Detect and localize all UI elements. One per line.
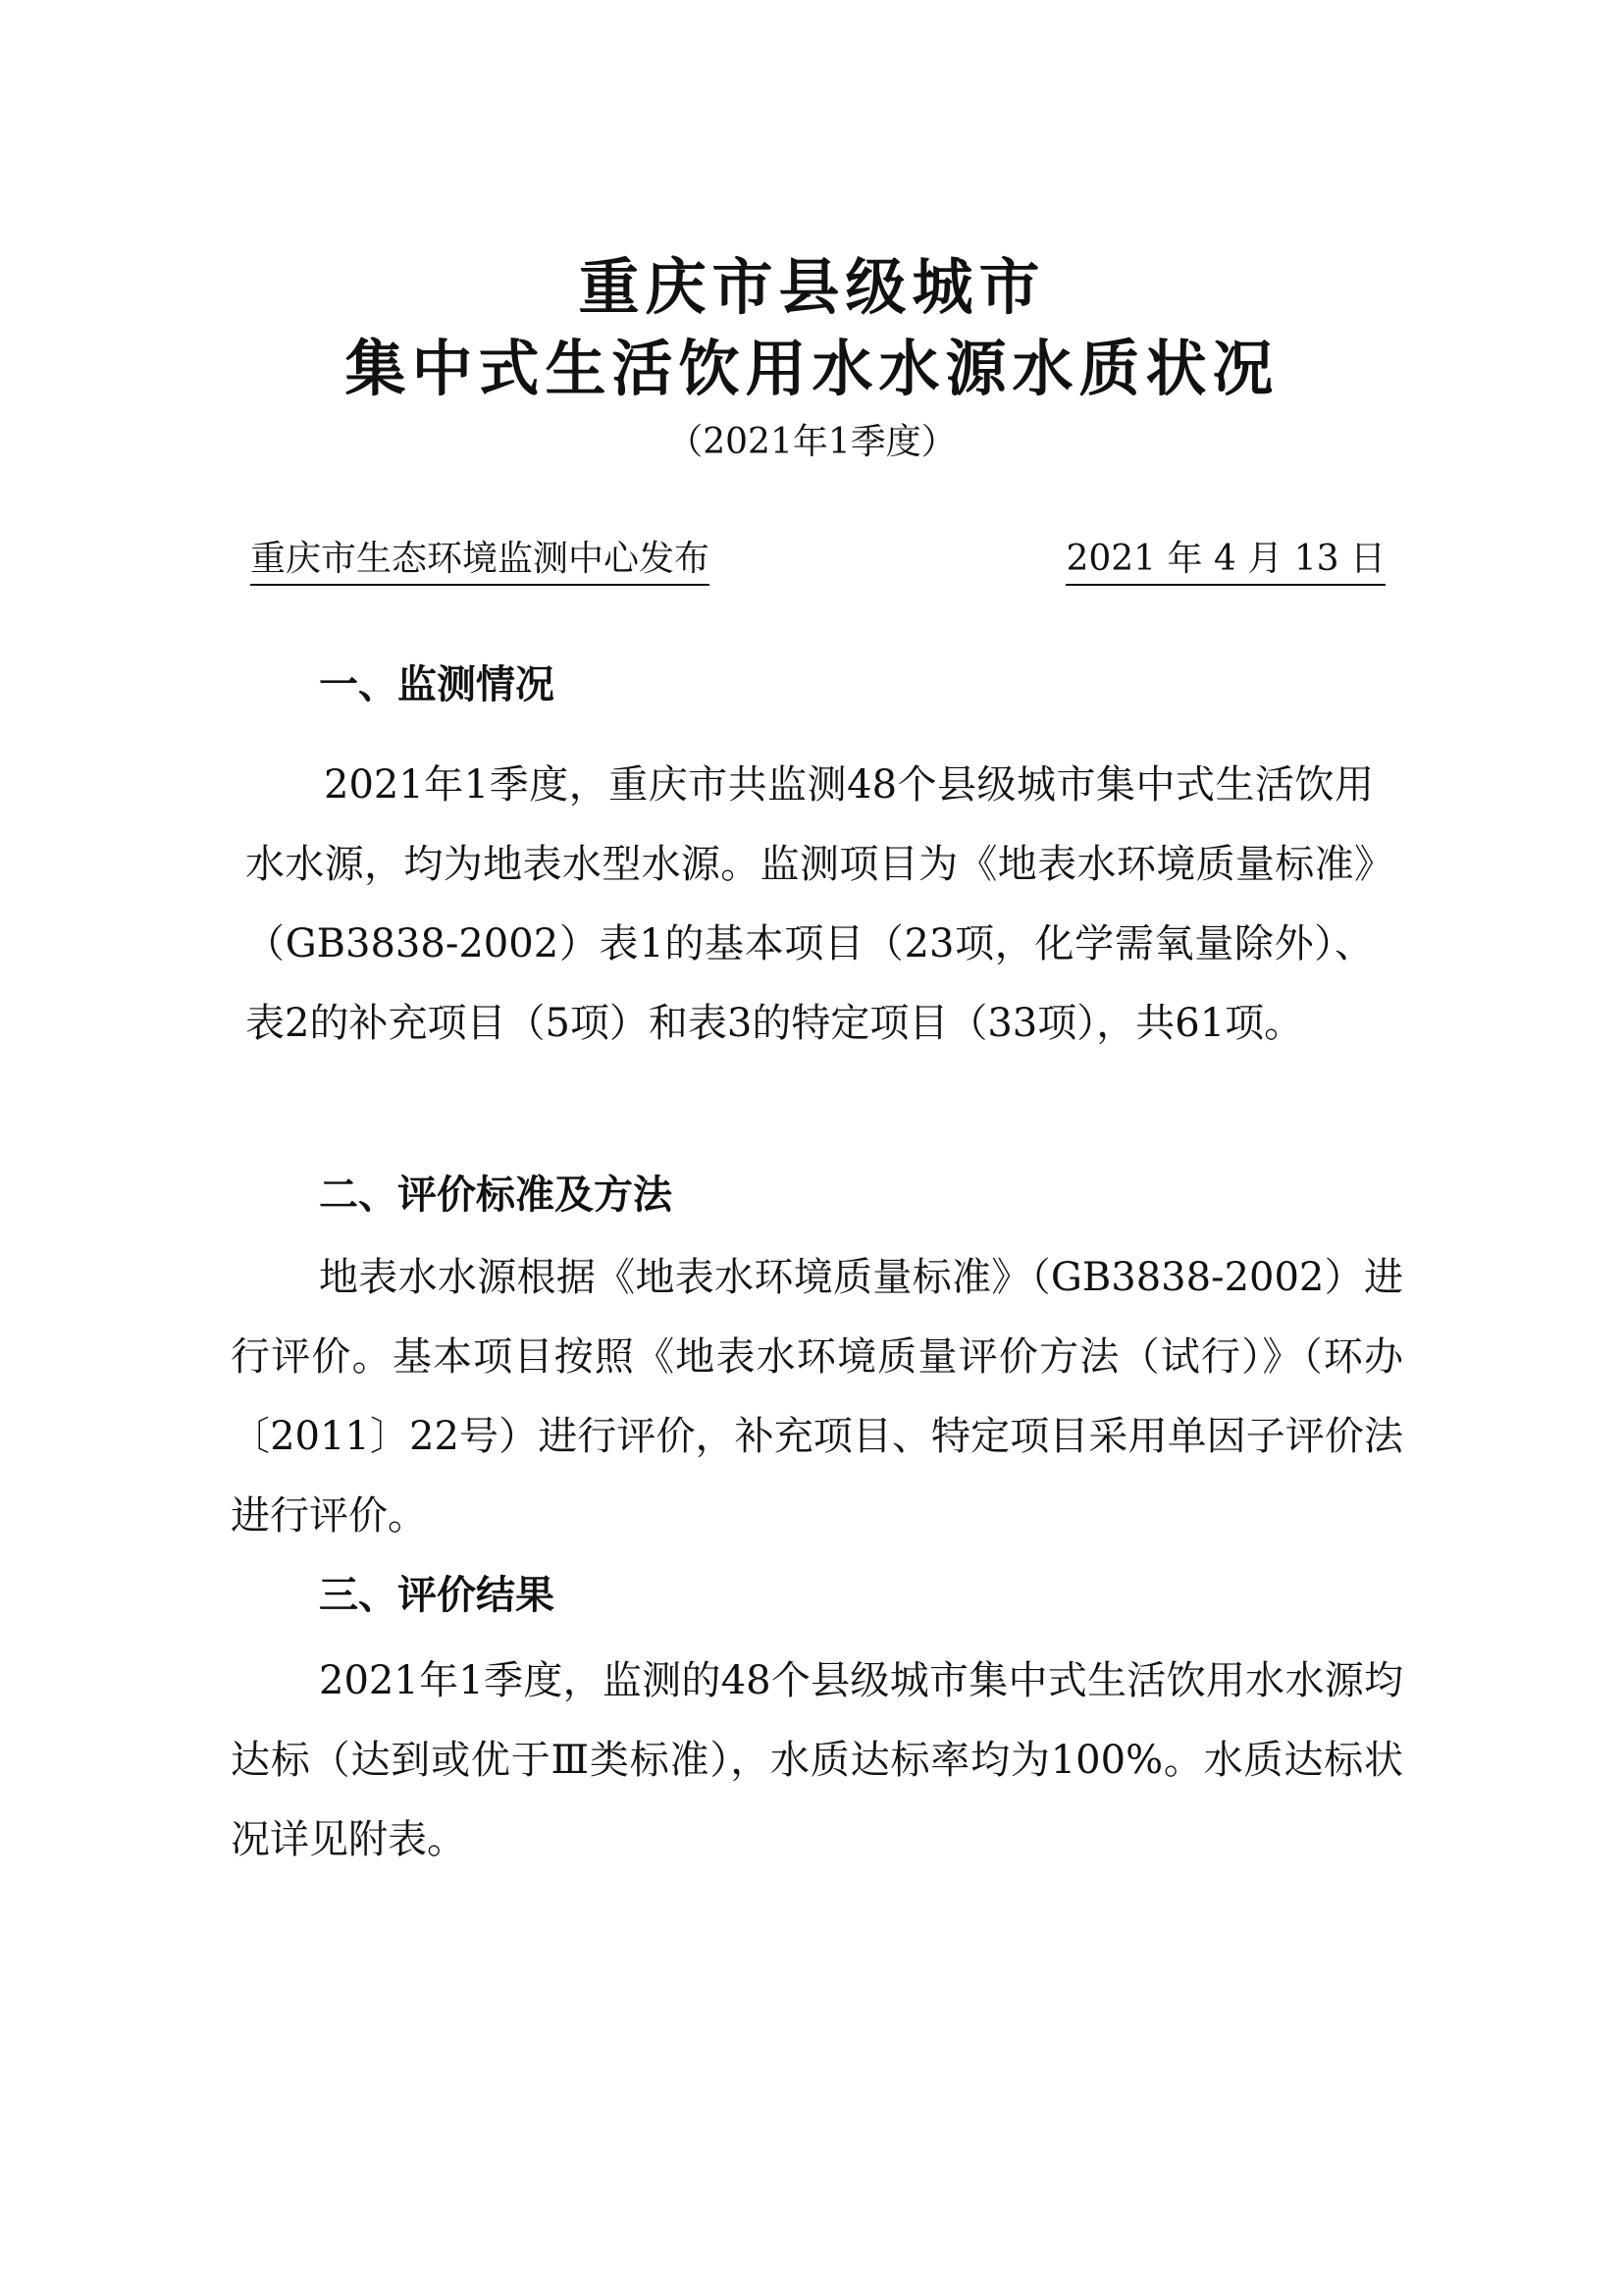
publisher-line: 重庆市生态环境监测中心发布 <box>250 535 709 586</box>
section-body-monitoring: 2021年1季度，重庆市共监测48个县级城市集中式生活饮用水水源，均为地表水型水源。监测项目为《地表水环境质量标准》（GB3838-2002）表1的基本项目（23项，化学需氧量除外）、表2的补充项目（5项）和表3的特定项目（33项），共61项。 <box>245 762 1374 1046</box>
section-body-evaluation-result: 2021年1季度，监测的48个县级城市集中式生活饮用水水源均达标（达到或优于Ⅲ类标准），水质达标率均为100%。水质达标状况详见附表。 <box>231 1658 1403 1862</box>
document-subtitle: （2021年1季度） <box>667 422 957 462</box>
document-title-line-1: 重庆市县级城市 <box>578 251 1046 323</box>
section-heading-evaluation-result: 三、评价结果 <box>319 1573 554 1618</box>
publish-date: 2021 年 4 月 13 日 <box>1066 535 1386 586</box>
section-heading-monitoring: 一、监测情况 <box>319 662 554 707</box>
document-title-line-2: 集中式生活饮用水水源水质状况 <box>344 333 1280 404</box>
section-body-evaluation-method: 地表水水源根据《地表水环境质量标准》（GB3838-2002）进行评价。基本项目按照《地表水环境质量评价方法（试行）》（环办〔2011〕22号）进行评价，补充项目、特定项目采用单因子评价法进行评价。 <box>231 1255 1403 1539</box>
section-heading-evaluation-method: 二、评价标准及方法 <box>319 1173 672 1218</box>
